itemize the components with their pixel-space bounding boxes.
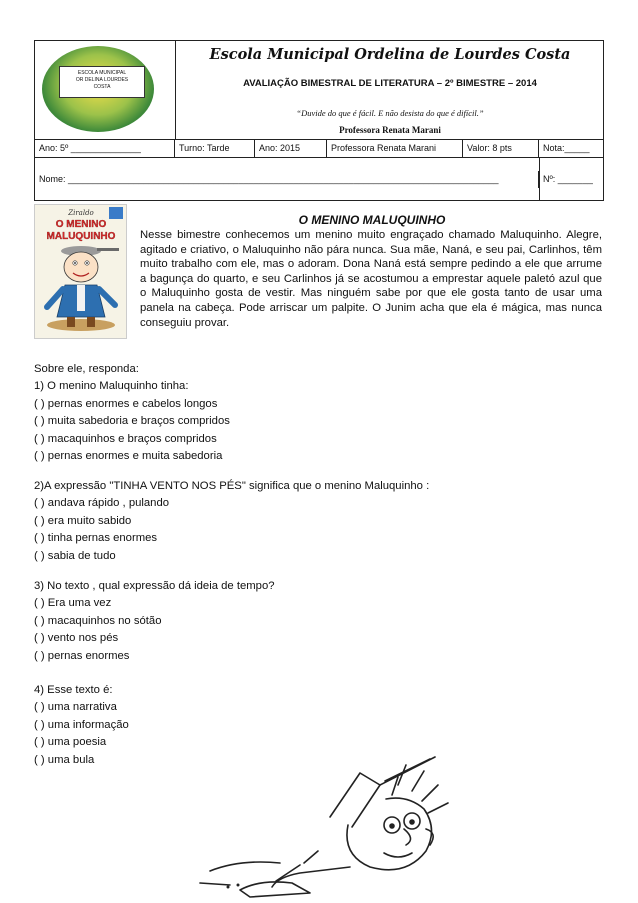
question-prompt: 3) No texto , qual expressão dá ideia de tempo? [34, 580, 275, 592]
logo-line: COSTA [93, 84, 111, 90]
answer-option[interactable]: ( ) era muito sabido [34, 514, 132, 527]
answer-option[interactable]: ( ) macaquinhos no sótão [34, 614, 162, 627]
answer-option[interactable]: ( ) sabia de tudo [34, 549, 116, 562]
info-row [34, 139, 604, 158]
cover-title-line1: O MENINO [55, 219, 107, 230]
answer-option[interactable]: ( ) vento nos pés [34, 632, 119, 645]
question-block-1 [34, 361, 604, 465]
answer-option[interactable]: ( ) macaquinhos e braços compridos [34, 432, 217, 445]
answer-option[interactable]: ( ) uma poesia [34, 736, 107, 749]
question-block-2 [34, 478, 604, 565]
answer-option[interactable]: ( ) uma informação [34, 718, 129, 731]
questions-intro: Sobre ele, responda: [34, 363, 139, 375]
answer-option[interactable]: ( ) pernas enormes e muita sabedoria [34, 450, 223, 463]
name-row-divider [539, 158, 540, 200]
number-field[interactable]: Nº: _______ [543, 174, 593, 184]
logo-label [59, 66, 145, 98]
answer-option[interactable]: ( ) uma narrativa [34, 701, 117, 714]
book-cover-image [34, 204, 127, 339]
question-prompt: 2)A expressão "TINHA VENTO NOS PÉS" significa que o menino Maluquinho : [34, 480, 430, 492]
name-field[interactable]: Nome: ______________________________________________________________________________________ [35, 171, 539, 188]
logo-line: ESCOLA MUNICIPAL [77, 70, 127, 76]
question-prompt: 4) Esse texto é: [34, 684, 113, 696]
grade-field[interactable]: Ano: 5º ______________ [35, 140, 175, 157]
name-row [34, 157, 604, 201]
teacher-field: Professora Renata Marani [327, 140, 463, 157]
answer-option[interactable]: ( ) Era uma vez [34, 597, 112, 610]
story-text [140, 228, 602, 330]
question-block-3 [34, 578, 604, 665]
answer-option[interactable]: ( ) pernas enormes [34, 649, 130, 662]
year-field: Ano: 2015 [255, 140, 327, 157]
grade-score-field[interactable]: Nota:_____ [543, 143, 590, 153]
answer-option[interactable]: ( ) pernas enormes e cabelos longos [34, 397, 218, 410]
value-field: Valor: 8 pts [463, 140, 539, 157]
question-prompt: 1) O menino Maluquinho tinha: [34, 380, 189, 393]
answer-option[interactable]: ( ) andava rápido , pulando [34, 497, 170, 510]
professor-name: Professora Renata Marani [339, 125, 441, 135]
story-title: O MENINO MALUQUINHO [298, 213, 446, 227]
answer-option[interactable]: ( ) muita sabedoria e braços compridos [34, 415, 230, 428]
logo-cell [34, 40, 176, 140]
story-paragraph: Nesse bimestre conhecemos um menino muito engraçado chamado Maluquinho. Alegre, agitado e criativo, o Maluquinho não pára nunca. Sua mãe, Naná, e seu pai, Carlinhos, têm muito trabalho com ele, mas o adoram. Dona Naná está sempre pedindo a ele que arrume a bagunça do quarto, e seu Carlinhos já se acostumou a emprestar aquele paletó azul que o Maluquinho gosta de vestir. Mas ninguém sabe por que ele gosta tanto de usar uma panela na cabeça. Pode arriscar um palpite. O Junim acha que ela é mágica, mas nunca conseguiu provar. [140, 229, 602, 329]
evaluation-title: AVALIAÇÃO BIMESTRAL DE LITERATURA – 2º BIMESTRE – 2014 [243, 78, 537, 89]
logo-line: OR DELINA LOURDES [75, 77, 129, 83]
book-cover-illustration [35, 205, 127, 339]
cover-author: Ziraldo [68, 209, 94, 217]
maluquinho-drawing-illustration [180, 755, 480, 900]
answer-option[interactable]: ( ) tinha pernas enormes [34, 532, 158, 545]
motto-quote: “Duvide do que é fácil. E não desista do que é difícil.” [296, 108, 484, 118]
cover-title-line2: MALUQUINHO [46, 231, 116, 242]
answer-option[interactable]: ( ) uma bula [34, 753, 95, 766]
shift-field: Turno: Tarde [175, 140, 255, 157]
school-name: Escola Municipal Ordelina de Lourdes Costa [209, 46, 571, 63]
